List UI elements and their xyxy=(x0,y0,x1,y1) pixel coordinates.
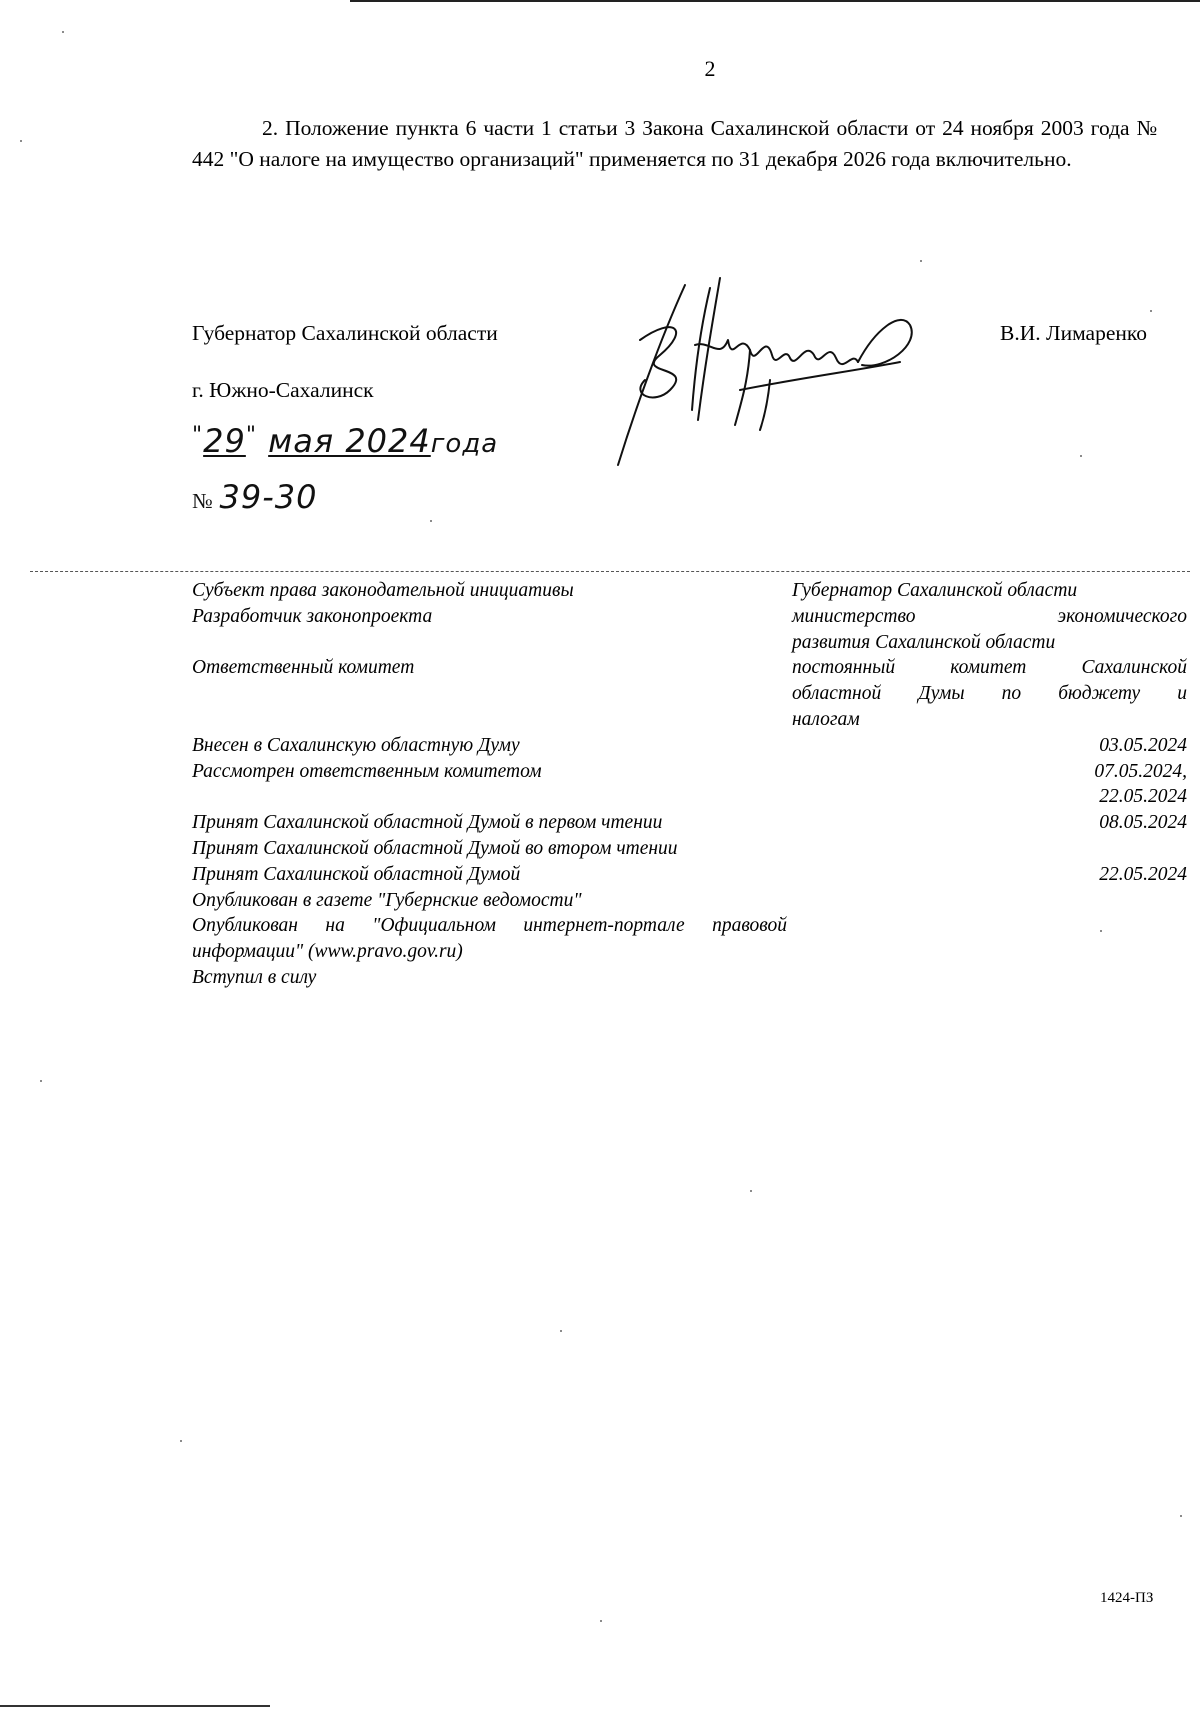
governor-title: Губернатор Сахалинской области xyxy=(192,321,498,345)
date-day: 29 xyxy=(203,422,246,460)
published-newspaper-label: Опубликован в газете "Губернские ведомости" xyxy=(192,889,582,911)
first-reading-date: 08.05.2024 xyxy=(1099,812,1187,834)
developer-value-line-1: министерство экономического xyxy=(792,605,1187,627)
effective-label: Вступил в силу xyxy=(192,966,317,988)
date-month-year: мая 2024 xyxy=(268,422,431,460)
number-sign: № xyxy=(192,489,214,513)
info-row-developer xyxy=(192,604,1187,656)
handwritten-signature xyxy=(600,270,930,480)
published-portal-label-line-2: информации" (www.pravo.gov.ru) xyxy=(192,941,463,963)
bottom-border-line xyxy=(0,1705,270,1707)
committee-value-line-1: постоянный комитет Сахалинской xyxy=(792,657,1187,679)
committee-label: Ответственный комитет xyxy=(192,657,415,679)
committee-value-line-3: налогам xyxy=(792,708,860,730)
date-suffix: года xyxy=(430,429,499,459)
info-row-reviewed xyxy=(192,759,1187,811)
scan-speck xyxy=(62,31,64,33)
city-name: г. Южно-Сахалинск xyxy=(192,378,374,402)
scan-speck xyxy=(600,1620,602,1622)
developer-value-line-2: развития Сахалинской области xyxy=(792,631,1056,653)
page-number: 2 xyxy=(704,56,716,81)
developer-label: Разработчик законопроекта xyxy=(192,605,433,627)
info-row-effective xyxy=(192,965,1187,991)
info-row-subject xyxy=(192,578,1187,604)
info-row-published-portal xyxy=(192,913,1187,965)
scan-speck xyxy=(1150,310,1152,312)
reviewed-date-1: 07.05.2024, xyxy=(1094,760,1187,782)
handwritten-date: "29" мая 2024года xyxy=(192,422,499,460)
legislative-info-table xyxy=(192,578,1187,991)
scan-speck xyxy=(20,140,22,142)
submitted-label: Внесен в Сахалинскую областную Думу xyxy=(192,734,520,756)
committee-value-line-2: областной Думы по бюджету и xyxy=(792,683,1187,705)
scan-speck xyxy=(430,520,432,522)
governor-name: В.И. Лимаренко xyxy=(1000,321,1147,345)
info-row-second-reading xyxy=(192,836,1187,862)
adopted-label: Принят Сахалинской областной Думой xyxy=(192,863,521,885)
info-row-submitted xyxy=(192,733,1187,759)
section-divider xyxy=(30,571,1190,572)
subject-label: Субъект права законодательной инициативы xyxy=(192,580,574,601)
scan-speck xyxy=(180,1440,182,1442)
submitted-date: 03.05.2024 xyxy=(1099,734,1187,756)
first-reading-label: Принят Сахалинской областной Думой в первом чтении xyxy=(192,812,663,834)
paragraph-text: Положение пункта 6 части 1 статьи 3 Закона Сахалинской области от 24 ноября 2003 года № 442 "О налоге на имущество организаций" применяется по 31 декабря 2026 года включительно. xyxy=(192,116,1158,171)
published-portal-label-line-1: Опубликован на "Официальном интернет-портале правовой xyxy=(192,915,787,937)
scan-speck xyxy=(1180,1515,1182,1517)
scan-speck xyxy=(920,260,922,262)
scan-speck xyxy=(1080,455,1082,457)
scan-speck xyxy=(1100,930,1102,932)
reviewed-date-2: 22.05.2024 xyxy=(1099,786,1187,808)
scan-speck xyxy=(40,1080,42,1082)
adopted-date: 22.05.2024 xyxy=(1099,863,1187,885)
second-reading-label: Принят Сахалинской областной Думой во втором чтении xyxy=(192,837,678,859)
law-paragraph xyxy=(192,113,1157,175)
info-row-committee xyxy=(192,655,1187,732)
top-border-line xyxy=(350,0,1200,2)
info-row-published-newspaper xyxy=(192,888,1187,914)
scan-speck xyxy=(560,1330,562,1332)
scan-speck xyxy=(750,1190,752,1192)
law-number: 39-30 xyxy=(219,478,318,516)
handwritten-law-number xyxy=(192,478,318,516)
paragraph-number: 2. xyxy=(262,116,279,140)
document-code: 1424-ПЗ xyxy=(1100,1590,1154,1606)
info-row-adopted xyxy=(192,862,1187,888)
reviewed-label: Рассмотрен ответственным комитетом xyxy=(192,760,542,782)
info-row-first-reading xyxy=(192,810,1187,836)
subject-value: Губернатор Сахалинской области xyxy=(792,580,1078,601)
